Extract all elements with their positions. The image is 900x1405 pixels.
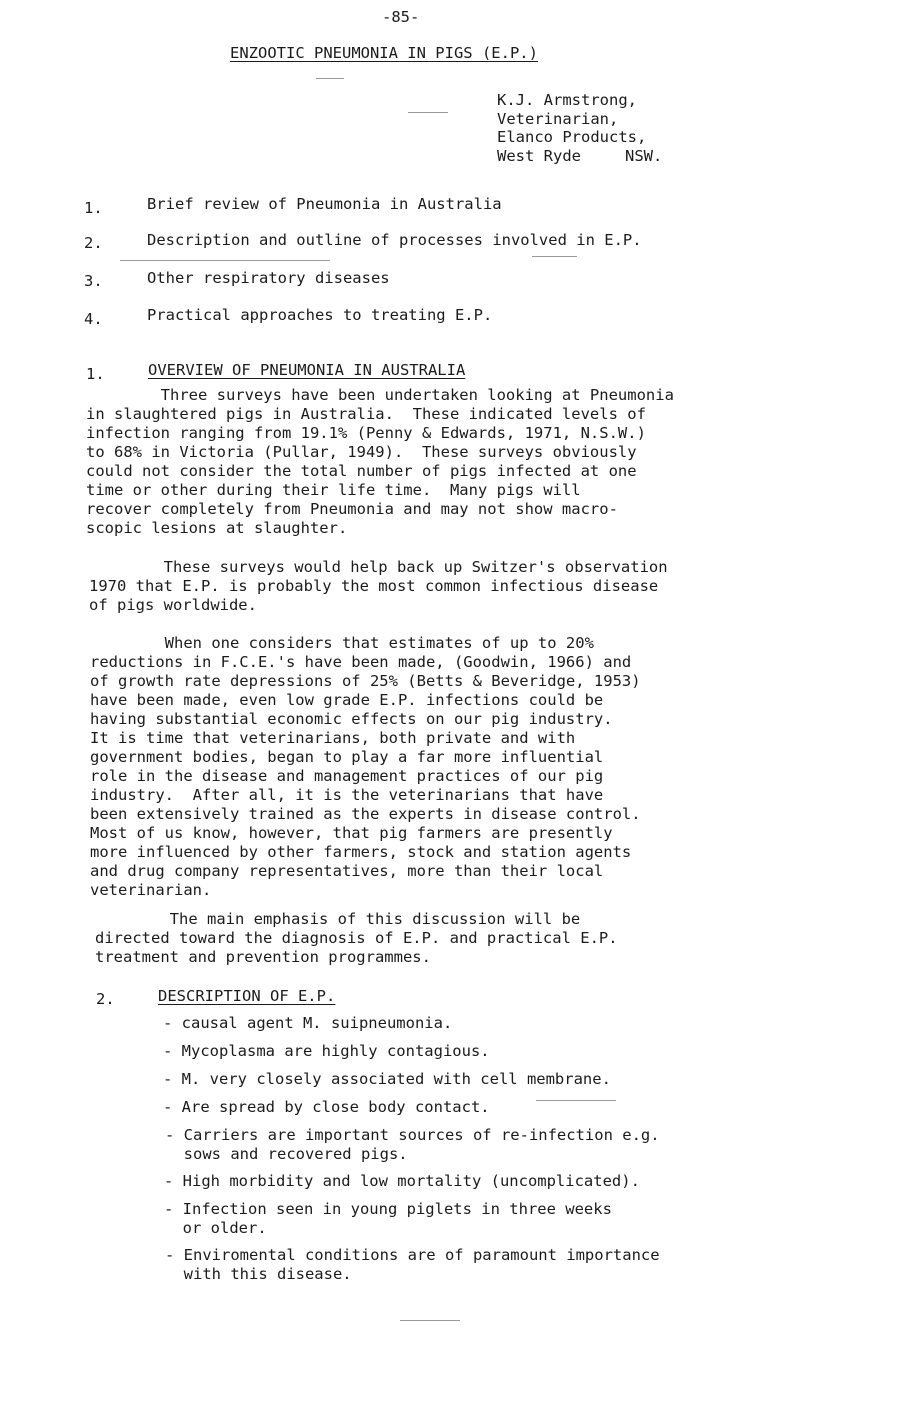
author-city: West Ryde <box>497 147 581 165</box>
bullet-item <box>163 1070 611 1089</box>
outline-item: Practical approaches to treating E.P. <box>147 306 493 324</box>
paragraph-line: to 68% in Victoria (Pullar, 1949). These surveys obviously <box>86 443 637 461</box>
author-role: Veterinarian, <box>497 110 619 128</box>
section-heading: OVERVIEW OF PNEUMONIA IN AUSTRALIA <box>148 361 466 379</box>
scan-speck <box>120 260 330 261</box>
outline-item: Brief review of Pneumonia in Australia <box>147 195 502 213</box>
bullet-line: - causal agent M. suipneumonia. <box>163 1014 453 1032</box>
section-number: 1. <box>86 365 105 383</box>
paragraph-line: in slaughtered pigs in Australia. These indicated levels of <box>86 405 646 423</box>
bullet-line: - Carriers are important sources of re-infection e.g. <box>165 1126 660 1144</box>
paragraph-line: reductions in F.C.E.'s have been made, (Goodwin, 1966) and <box>90 653 632 671</box>
bullet-line: - High morbidity and low mortality (uncomplicated). <box>164 1172 640 1190</box>
outline-item: Description and outline of processes involved in E.P. <box>147 231 642 249</box>
bullet-line: - Mycoplasma are highly contagious. <box>163 1042 490 1060</box>
paragraph-line: Most of us know, however, that pig farmers are presently <box>90 824 613 842</box>
bullet-item <box>163 1014 452 1033</box>
outline-item: Other respiratory diseases <box>147 269 390 287</box>
paragraph-line: When one considers that estimates of up to 20% <box>90 634 594 652</box>
bullet-line: - Enviromental conditions are of paramount importance <box>165 1246 660 1264</box>
page-number: -85- <box>382 8 420 26</box>
author-state: NSW. <box>625 147 663 165</box>
paragraph-line: Three surveys have been undertaken looking at Pneumonia <box>86 386 674 404</box>
outline-number: 4. <box>84 310 103 328</box>
bullet-line: sows and recovered pigs. <box>165 1145 408 1163</box>
bullet-line: - Are spread by close body contact. <box>163 1098 490 1116</box>
document-title: ENZOOTIC PNEUMONIA IN PIGS (E.P.) <box>230 44 538 62</box>
paragraph <box>89 558 668 615</box>
bullet-item <box>165 1126 660 1164</box>
scan-speck <box>316 78 344 79</box>
bullet-item <box>164 1200 612 1238</box>
section-number: 2. <box>96 990 115 1008</box>
paragraph-line: time or other during their life time. Many pigs will <box>86 481 581 499</box>
paragraph-line: could not consider the total number of pigs infected at one <box>86 462 637 480</box>
paragraph-line: directed toward the diagnosis of E.P. and practical E.P. <box>95 929 618 947</box>
paragraph-line: have been made, even low grade E.P. infections could be <box>90 691 604 709</box>
author-company: Elanco Products, <box>497 128 647 146</box>
paragraph-line: infection ranging from 19.1% (Penny & Edwards, 1971, N.S.W.) <box>86 424 646 442</box>
paragraph-line: industry. After all, it is the veterinarians that have <box>90 786 604 804</box>
scan-speck <box>408 112 448 113</box>
paragraph-line: treatment and prevention programmes. <box>95 948 431 966</box>
paragraph-line: scopic lesions at slaughter. <box>86 519 348 537</box>
paragraph-line: recover completely from Pneumonia and may not show macro- <box>86 500 618 518</box>
outline-number: 1. <box>84 199 103 217</box>
paragraph <box>95 910 618 967</box>
paragraph-line: role in the disease and management practices of our pig <box>90 767 604 785</box>
paragraph-line: of growth rate depressions of 25% (Betts & Beveridge, 1953) <box>90 672 641 690</box>
paragraph-line: more influenced by other farmers, stock and station agents <box>90 843 632 861</box>
outline-number: 3. <box>84 272 103 290</box>
scan-speck <box>532 256 577 257</box>
author-name: K.J. Armstrong, <box>497 91 637 109</box>
bullet-line: - Infection seen in young piglets in three weeks <box>164 1200 612 1218</box>
outline-number: 2. <box>84 234 103 252</box>
paragraph <box>90 634 641 900</box>
paragraph-line: 1970 that E.P. is probably the most common infectious disease <box>89 577 659 595</box>
scan-speck <box>536 1100 616 1101</box>
bullet-line: with this disease. <box>165 1265 352 1283</box>
bullet-item <box>163 1042 490 1061</box>
paragraph-line: government bodies, began to play a far more influential <box>90 748 604 766</box>
bullet-line: or older. <box>164 1219 267 1237</box>
paragraph-line: These surveys would help back up Switzer's observation <box>89 558 668 576</box>
paragraph-line: been extensively trained as the experts in disease control. <box>90 805 641 823</box>
paragraph <box>86 386 674 538</box>
paragraph-line: The main emphasis of this discussion will be <box>95 910 581 928</box>
paragraph-line: of pigs worldwide. <box>89 596 257 614</box>
bullet-item <box>164 1172 640 1191</box>
bullet-item <box>165 1246 660 1284</box>
paragraph-line: veterinarian. <box>90 881 212 899</box>
paragraph-line: and drug company representatives, more than their local <box>90 862 604 880</box>
paragraph-line: having substantial economic effects on our pig industry. <box>90 710 613 728</box>
paragraph-line: It is time that veterinarians, both private and with <box>90 729 576 747</box>
bullet-item <box>163 1098 490 1117</box>
bullet-line: - M. very closely associated with cell membrane. <box>163 1070 611 1088</box>
scan-speck <box>400 1320 460 1321</box>
section-heading: DESCRIPTION OF E.P. <box>158 987 336 1005</box>
